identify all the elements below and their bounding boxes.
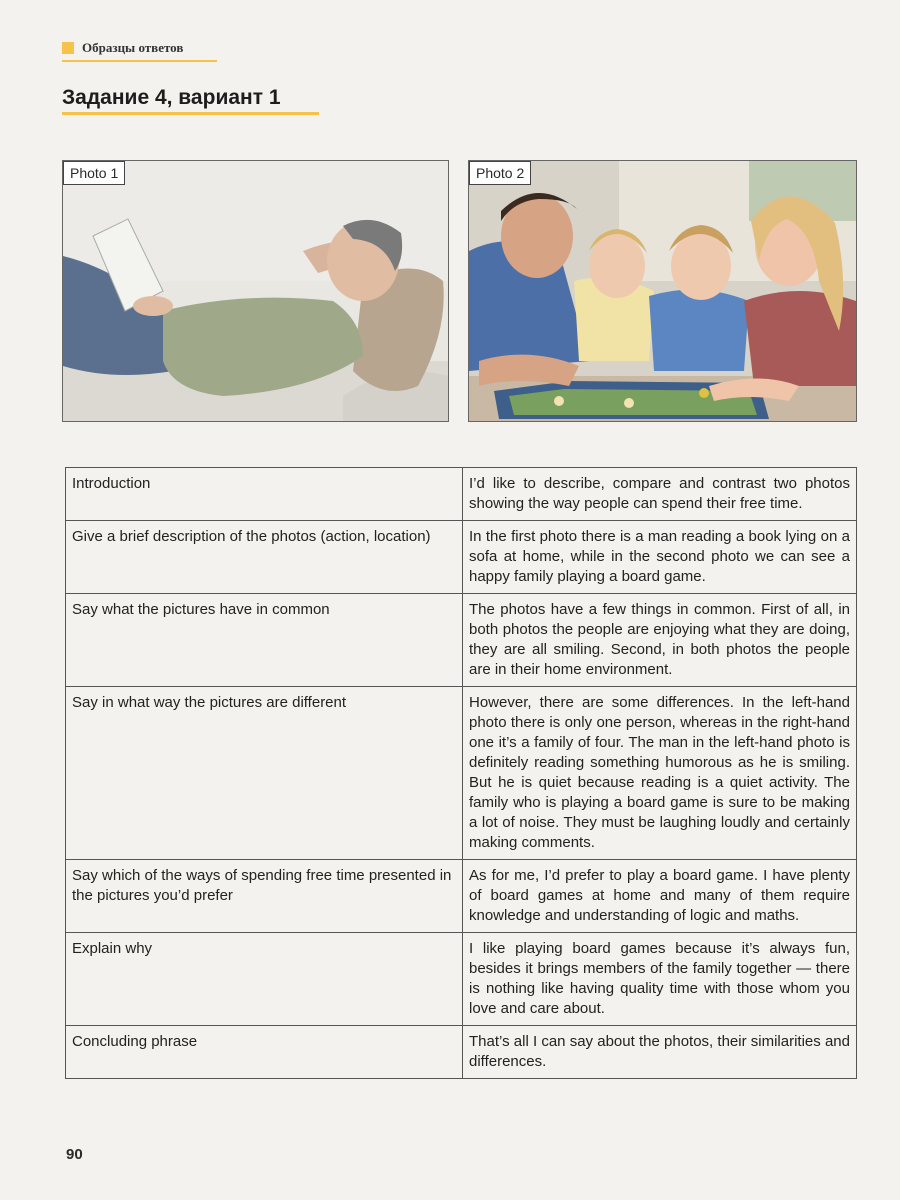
photo-2-image <box>469 161 856 421</box>
prompt-cell: Introduction <box>66 468 463 521</box>
table-row <box>66 594 857 687</box>
photo-2-label: Photo 2 <box>469 161 531 185</box>
table-row <box>66 687 857 860</box>
answer-cell: In the first photo there is a man reading a book lying on a sofa at home, while in the second photo we can see a happy family playing a board game. <box>463 521 857 594</box>
answer-table <box>65 467 857 1079</box>
section-label: Образцы ответов <box>82 40 184 55</box>
page-title: Задание 4, вариант 1 <box>62 86 281 109</box>
answer-cell: However, there are some differences. In the left-hand photo there is only one person, whereas in the right-hand one it’s a family of four. The man in the left-hand photo is definitely reading something humorous as he is smiling. But he is quiet because reading is a quiet activity. The family who is playing a board game is sure to be making a lot of noise. They must be laughing loudly and certainly making comments. <box>463 687 857 860</box>
photo-1-image <box>63 161 448 421</box>
section-tag <box>62 40 183 56</box>
table-row <box>66 468 857 521</box>
photo-1-label: Photo 1 <box>63 161 125 185</box>
prompt-cell: Give a brief description of the photos (action, location) <box>66 521 463 594</box>
prompt-cell: Say in what way the pictures are different <box>66 687 463 860</box>
table-row <box>66 860 857 933</box>
answer-cell: That’s all I can say about the photos, their similarities and differences. <box>463 1026 857 1079</box>
answer-cell: As for me, I’d prefer to play a board game. I have plenty of board games at home and many of them require knowledge and understanding of logic and maths. <box>463 860 857 933</box>
answer-cell: I’d like to describe, compare and contrast two photos showing the way people can spend their free time. <box>463 468 857 521</box>
table-row <box>66 1026 857 1079</box>
title-underline <box>62 112 319 115</box>
page-number: 90 <box>66 1146 83 1163</box>
prompt-cell: Say what the pictures have in common <box>66 594 463 687</box>
answer-cell: I like playing board games because it’s always fun, besides it brings members of the family together — there is nothing like having quality time with those whom you love and care about. <box>463 933 857 1026</box>
photo-1 <box>62 160 449 422</box>
section-underline <box>62 60 217 62</box>
prompt-cell: Explain why <box>66 933 463 1026</box>
section-marker-icon <box>62 42 74 54</box>
answer-cell: The photos have a few things in common. First of all, in both photos the people are enjoying what they are doing, they are all smiling. Second, in both photos the people are in their home environment. <box>463 594 857 687</box>
photo-2 <box>468 160 857 422</box>
table-row <box>66 933 857 1026</box>
table-row <box>66 521 857 594</box>
prompt-cell: Say which of the ways of spending free time presented in the pictures you’d prefer <box>66 860 463 933</box>
prompt-cell: Concluding phrase <box>66 1026 463 1079</box>
